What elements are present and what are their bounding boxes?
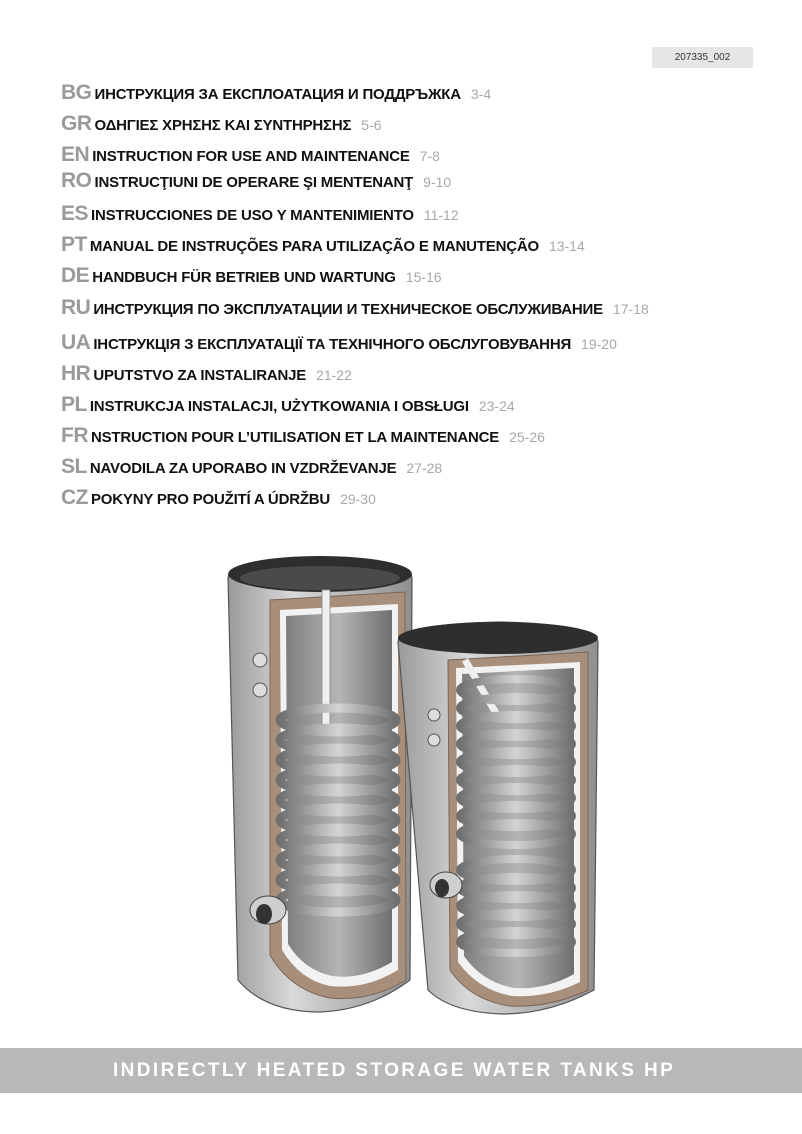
lang-title: NSTRUCTION POUR L’UTILISATION ET LA MAINTENANCE [91,429,500,446]
lang-title: HANDBUCH FÜR BETRIEB UND WARTUNG [92,269,396,286]
lang-title: ИНСТРУКЦИЯ ПО ЭКСПЛУАТАЦИИ И ТЕХНИЧЕСКОЕ ОБСЛУЖИВАНИЕ [93,301,603,318]
lang-row-hr[interactable] [61,362,352,388]
lang-pages: 9-10 [423,174,452,190]
lang-code: EN [61,143,90,166]
lang-title: ИНСТРУКЦИЯ ЗА ЕКСПЛОАТАЦИЯ И ПОДДРЪЖКА [94,86,461,103]
lang-code: FR [61,424,88,447]
lang-code: SL [61,455,87,478]
lang-code: UA [61,331,91,354]
lang-row-sl[interactable] [61,455,442,481]
document-code: 207335_002 [652,47,753,68]
lang-pages: 3-4 [470,86,492,102]
lang-code: GR [61,112,92,135]
lang-row-ro[interactable] [61,169,451,195]
lang-code: PT [61,233,87,256]
lang-title: POKYNY PRO POUŽITÍ A ÚDRŽBU [91,491,331,508]
lang-row-en[interactable] [61,143,440,169]
lang-row-ru[interactable] [61,296,649,322]
lang-title: MANUAL DE INSTRUÇÕES PARA UTILIZAÇÃO E MANUTENÇÃO [89,238,539,255]
lang-code: RU [61,296,91,319]
lang-title: NAVODILA ZA UPORABO IN VZDRŽEVANJE [89,460,397,477]
lang-pages: 19-20 [581,336,617,352]
lang-row-gr[interactable] [61,112,382,138]
lang-row-ua[interactable] [61,331,617,357]
lang-title: ІНСТРУКЦІЯ З ЕКСПЛУАТАЦІЇ ТА ТЕХНІЧНОГО ОБСЛУГОВУВАННЯ [93,336,572,353]
footer-band [0,1048,802,1093]
lang-title: INSTRUCŢIUNI DE OPERARE ŞI MENTENANŢ [94,174,414,191]
lang-row-bg[interactable] [61,81,491,107]
lang-code: PL [61,393,87,416]
lang-pages: 15-16 [405,269,442,285]
lang-pages: 27-28 [406,460,443,476]
lang-row-pt[interactable] [61,233,585,259]
lang-pages: 21-22 [316,367,352,383]
lang-pages: 7-8 [419,148,440,164]
product-title: INDIRECTLY HEATED STORAGE WATER TANKS HP [113,1059,676,1081]
lang-row-cz[interactable] [61,486,376,512]
lang-row-de[interactable] [61,264,442,290]
large-tank [228,556,412,1012]
lang-pages: 25-26 [509,429,545,445]
lang-code: ES [61,202,89,225]
lang-pages: 5-6 [361,117,382,133]
lang-code: RO [61,169,92,192]
water-tanks-illustration [220,550,620,1020]
lang-pages: 17-18 [612,301,649,317]
lang-title: INSTRUCCIONES DE USO Y MANTENIMIENTO [91,207,414,224]
lang-pages: 11-12 [423,207,459,223]
lang-pages: 13-14 [548,238,585,254]
lang-title: ΟΔΗΓΙΕΣ ΧΡΗΣΗΣ ΚΑΙ ΣΥΝΤΗΡΗΣΗΣ [94,117,352,134]
lang-row-fr[interactable] [61,424,545,450]
lang-row-es[interactable] [61,202,459,228]
lang-pages: 23-24 [478,398,515,414]
small-tank [398,622,598,1014]
lang-code: CZ [61,486,88,509]
lang-title: UPUTSTVO ZA INSTALIRANJE [93,367,307,384]
lang-code: BG [61,81,92,104]
lang-title: INSTRUCTION FOR USE AND MAINTENANCE [92,148,410,165]
lang-title: INSTRUKCJA INSTALACJI, UŻYTKOWANIA I OBSŁUGI [89,398,469,415]
lang-row-pl[interactable] [61,393,515,419]
lang-pages: 29-30 [340,491,376,507]
lang-code: DE [61,264,90,287]
lang-code: HR [61,362,91,385]
language-index [0,0,802,520]
